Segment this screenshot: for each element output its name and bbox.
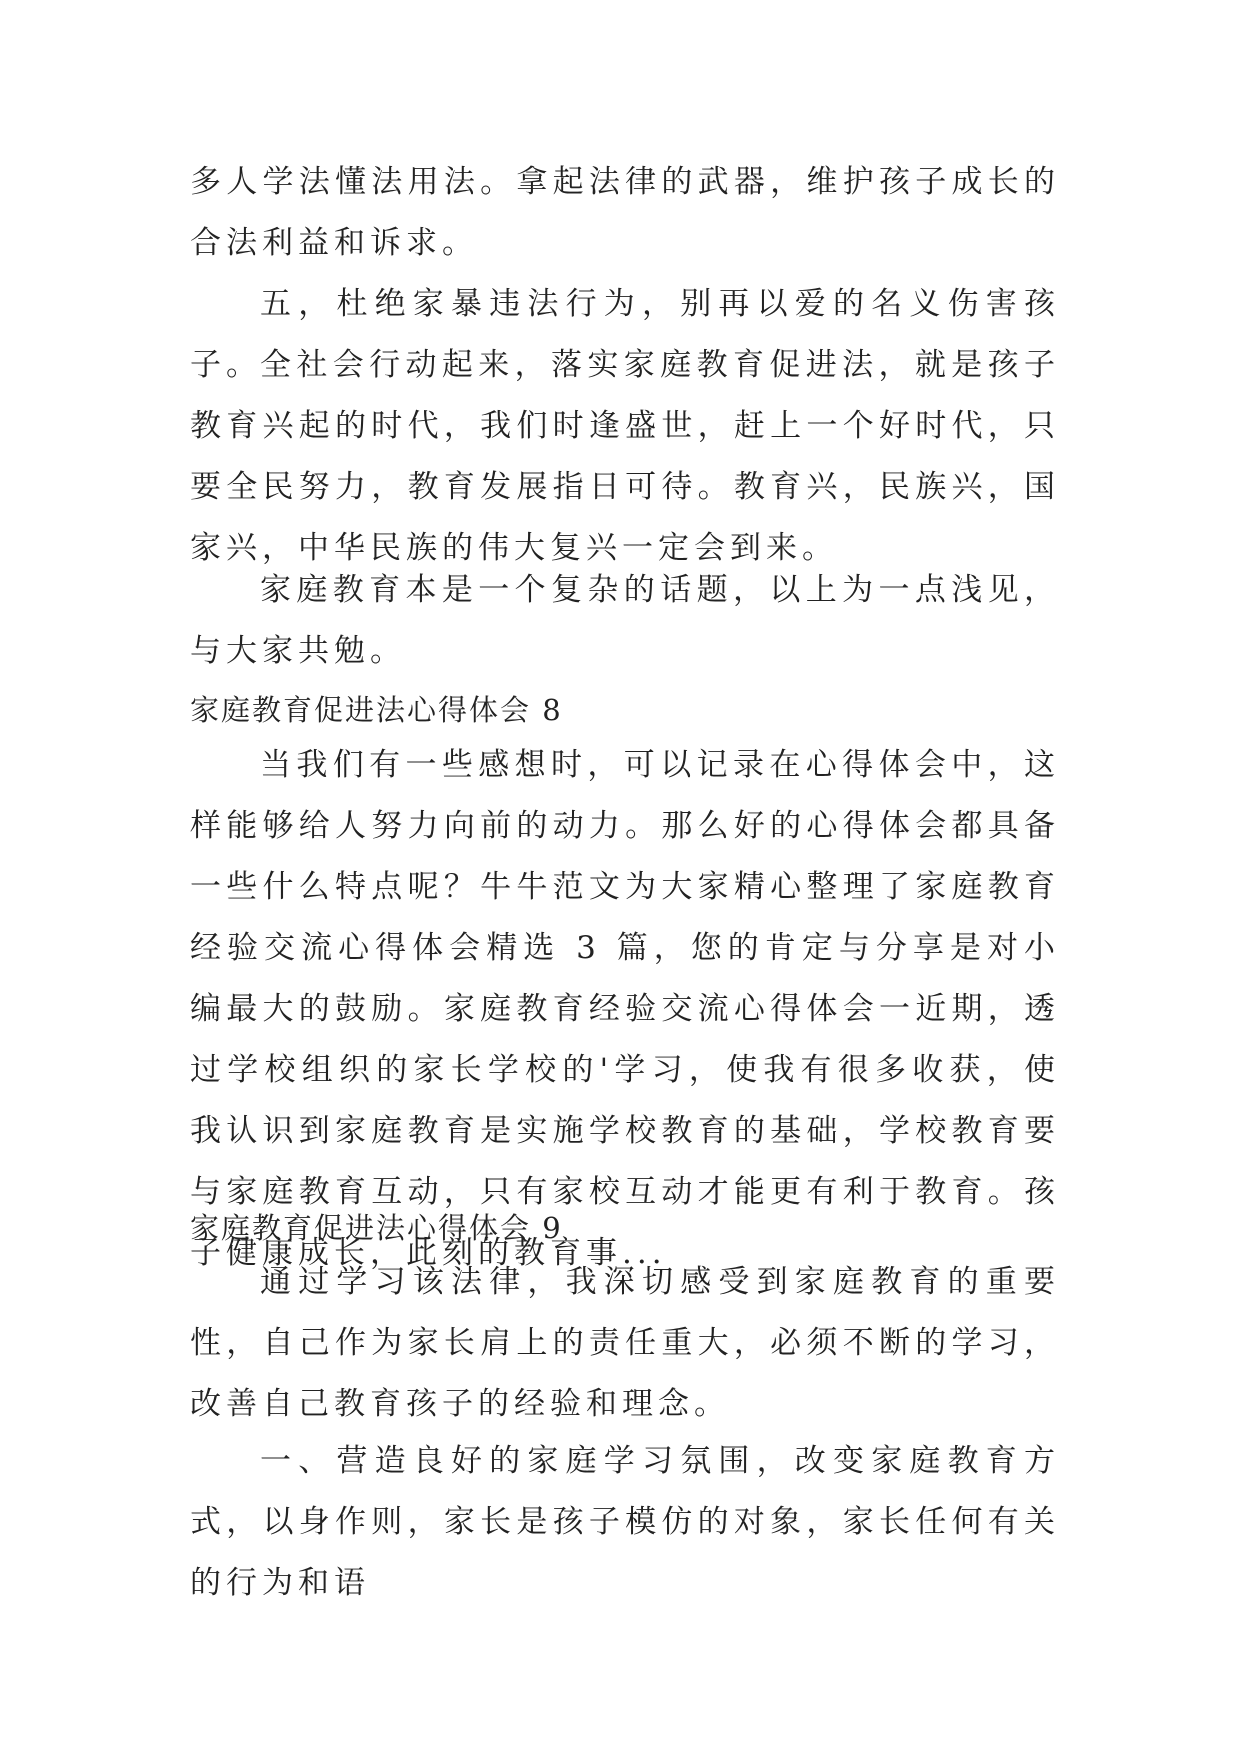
paragraph-section-9-intro: 通过学习该法律，我深切感受到家庭教育的重要性，自己作为家长肩上的责任重大，必须不断的学习，改善自己教育孩子的经验和理念。: [190, 1264, 1060, 1422]
paragraph-section-8-body: 当我们有一些感想时，可以记录在心得体会中，这样能够给人努力向前的动力。那么好的心得体会都具备一些什么特点呢？牛牛范文为大家精心整理了家庭教育经验交流心得体会精选 3 篇，您的肯定与分享是对小编最大的鼓励。家庭教育经验交流心得体会一近期，透过学校组织的家长学校的'学习，使我有很多收获，使我认识到家庭教育是实施学校教育的基础，学校教育要与家庭教育互动，只有家校互动才能更有利于教育。孩子健康成长，此刻的教育事...: [190, 747, 1060, 1271]
paragraph-conclusion: 家庭教育本是一个复杂的话题，以上为一点浅见，与大家共勉。: [190, 572, 1060, 669]
section-heading-9: 家庭教育促进法心得体会 9: [190, 1211, 563, 1245]
paragraph-continuation: 多人学法懂法用法。拿起法律的武器，维护孩子成长的合法利益和诉求。: [190, 164, 1060, 261]
paragraph-society-action: 全社会行动起来，落实家庭教育促进法，就是孩子教育兴起的时代，我们时逢盛世，赶上一个好时代，只要全民努力，教育发展指日可待。教育兴，民族兴，国家兴，中华民族的伟大复兴一定会到来。: [190, 347, 1060, 566]
paragraph-point-one: 一、营造良好的家庭学习氛围，改变家庭教育方式，以身作则，家长是孩子模仿的对象，家长任何有关的行为和语: [190, 1443, 1060, 1601]
paragraph-point-five: 五，杜绝家暴违法行为，别再以爱的名义伤害孩子。: [190, 286, 1060, 383]
section-heading-8: 家庭教育促进法心得体会 8: [190, 693, 563, 727]
